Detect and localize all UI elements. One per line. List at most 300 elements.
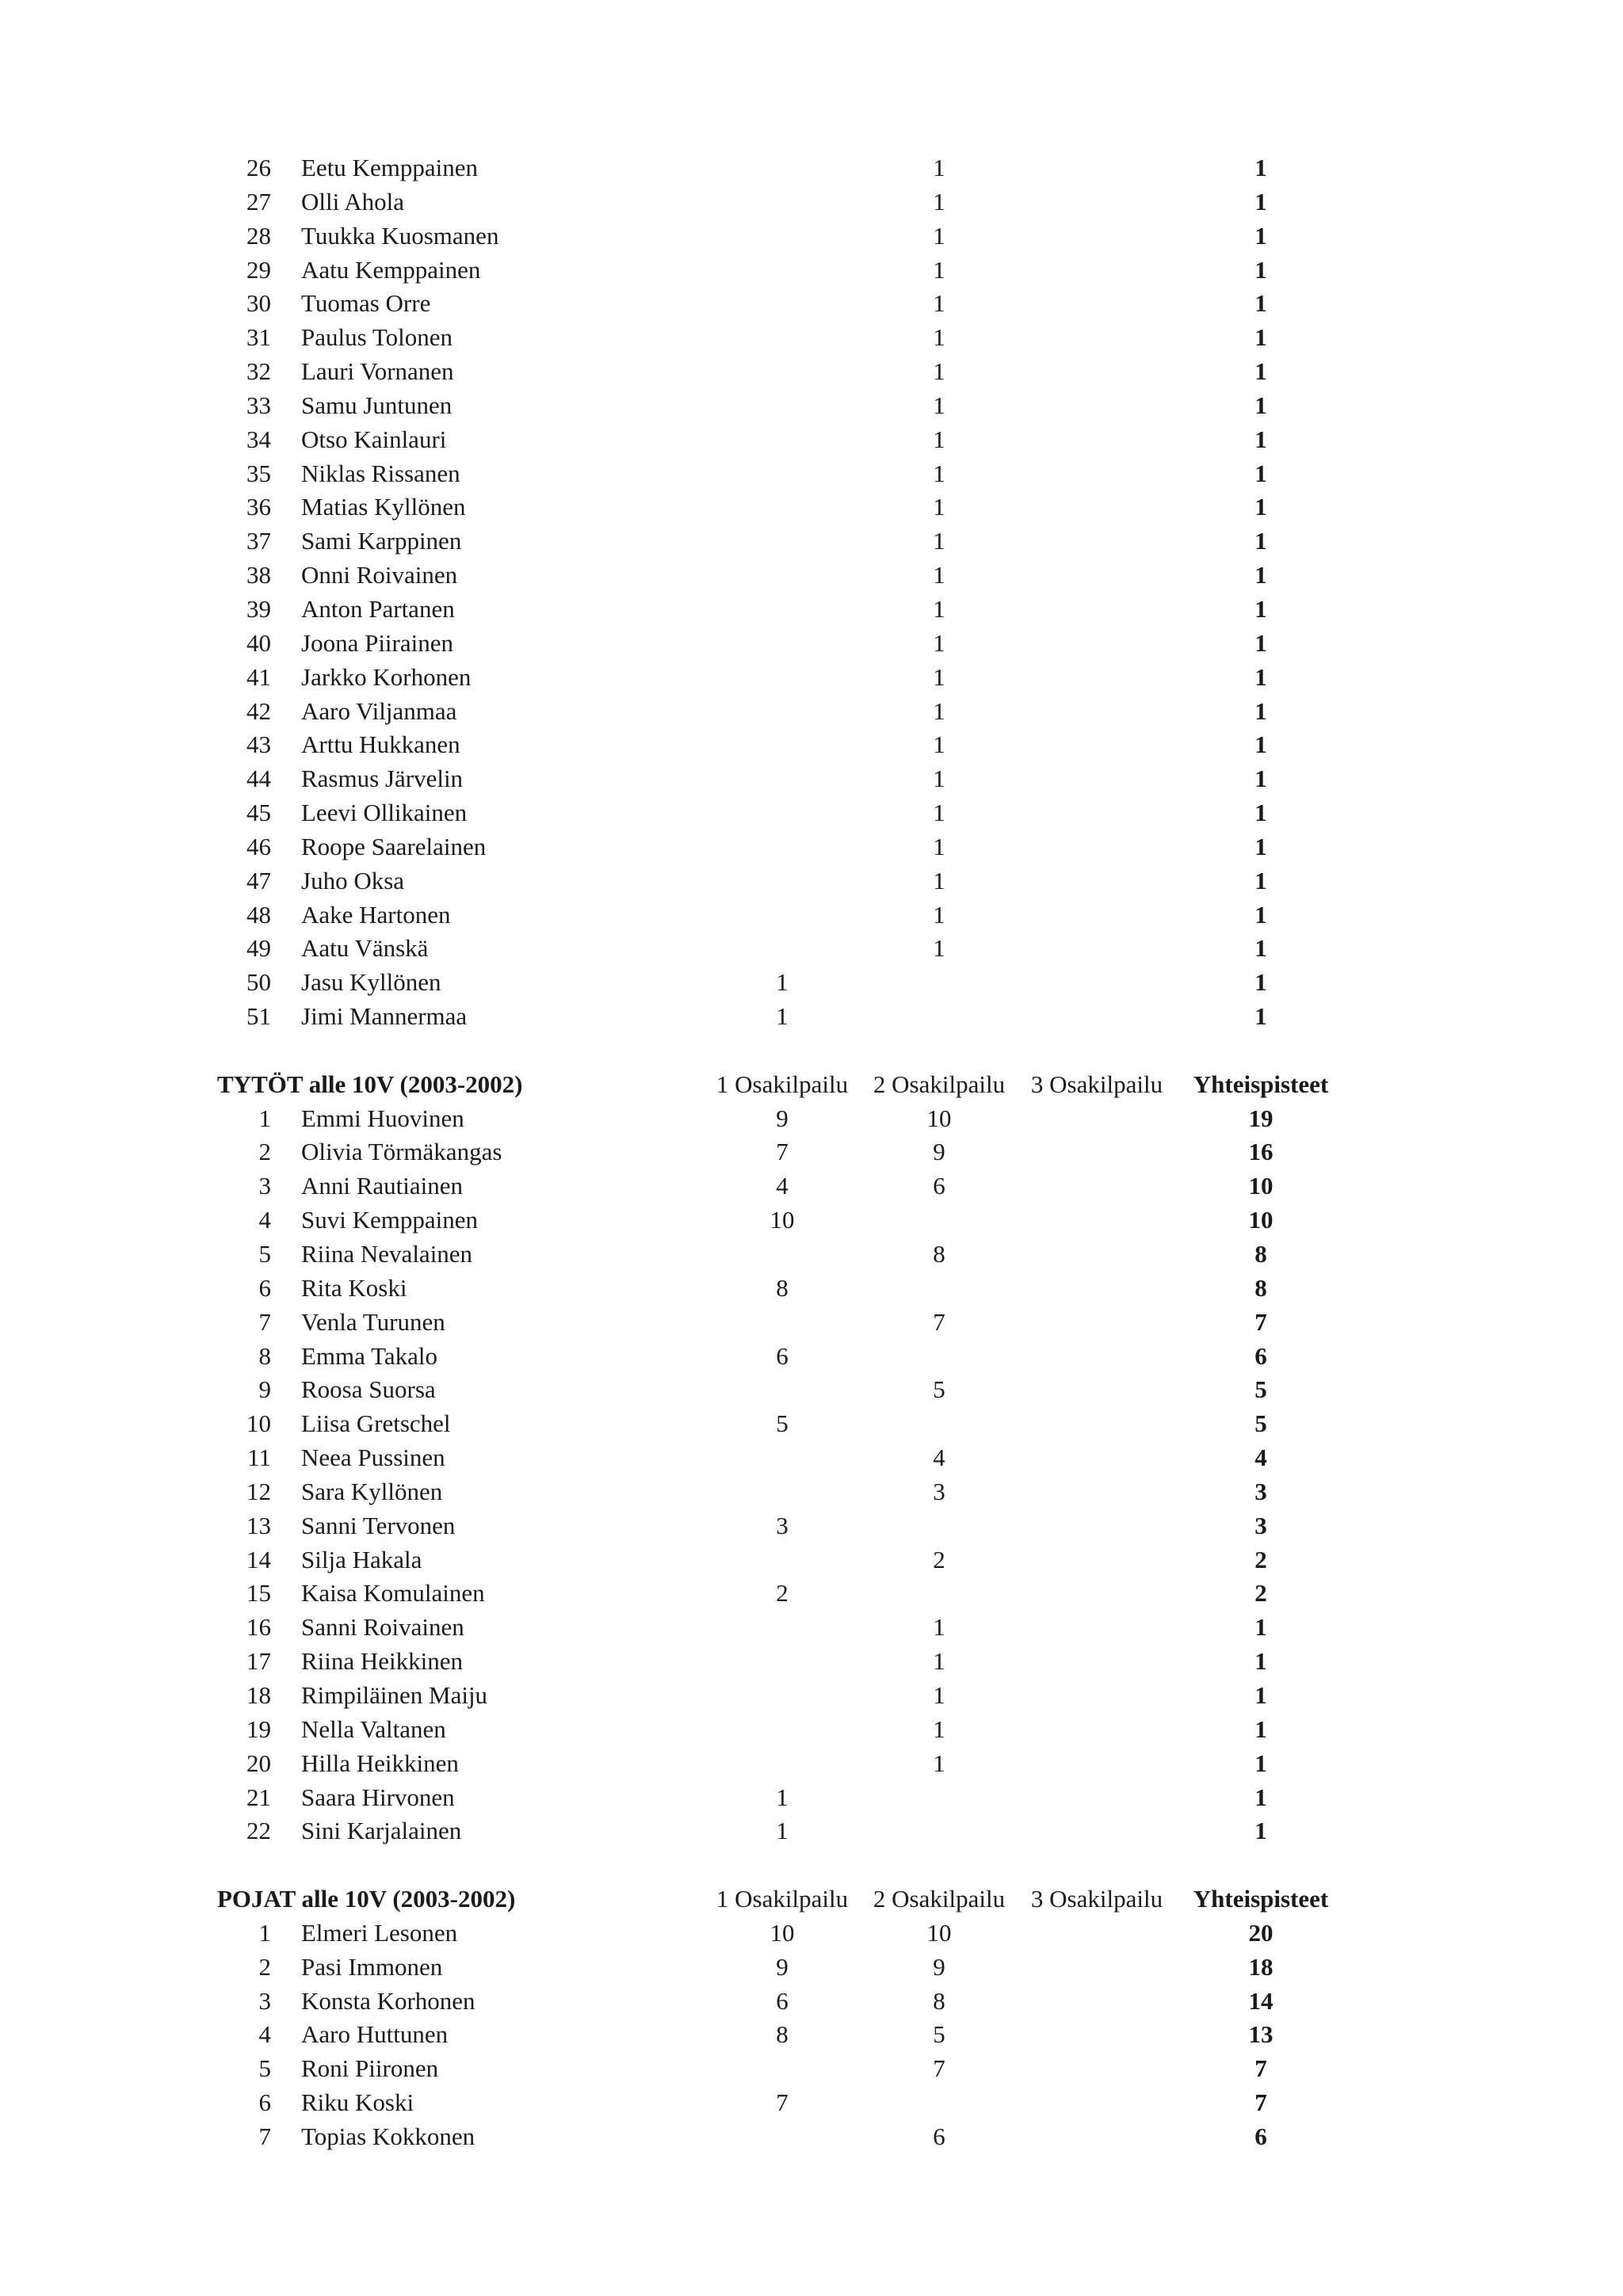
round-2-points: 2 xyxy=(933,1545,945,1573)
competitor-name: Rasmus Järvelin xyxy=(301,765,464,793)
round-2-points: 1 xyxy=(933,934,945,963)
total-points: 1 xyxy=(1254,1613,1267,1642)
table-row xyxy=(0,728,1623,762)
total-points: 1 xyxy=(1254,594,1267,623)
round-2-points: 5 xyxy=(933,1375,945,1404)
competitor-name: Silja Hakala xyxy=(301,1545,422,1573)
competitor-name: Riku Koski xyxy=(301,2088,414,2117)
round-2-points: 1 xyxy=(933,1749,945,1777)
rank-cell: 33 xyxy=(246,391,271,419)
results-section xyxy=(0,1848,1623,2154)
competitor-name: Jarkko Korhonen xyxy=(301,662,472,691)
round-2-points: 1 xyxy=(933,357,945,386)
table-row xyxy=(0,1543,1623,1577)
total-points: 1 xyxy=(1254,934,1267,963)
round-1-points: 10 xyxy=(769,1918,795,1947)
round-2-points: 1 xyxy=(933,221,945,250)
total-points: 1 xyxy=(1254,799,1267,827)
table-row xyxy=(0,559,1623,593)
round-2-points: 3 xyxy=(933,1477,945,1505)
total-points: 1 xyxy=(1254,154,1267,181)
competitor-name: Sanni Tervonen xyxy=(301,1511,456,1539)
table-row xyxy=(0,1000,1623,1034)
round-2-points: 1 xyxy=(933,459,945,487)
table-row xyxy=(0,389,1623,423)
total-points: 1 xyxy=(1254,832,1267,860)
round-1-points: 1 xyxy=(776,1002,789,1031)
column-header-round-3: 3 Osakilpailu xyxy=(1030,1885,1163,1913)
table-row xyxy=(0,830,1623,864)
competitor-name: Suvi Kemppainen xyxy=(301,1206,478,1234)
round-2-points: 1 xyxy=(933,255,945,284)
round-2-points: 1 xyxy=(933,1714,945,1743)
rank-cell: 12 xyxy=(246,1477,271,1505)
total-points: 1 xyxy=(1254,1749,1267,1777)
round-2-points: 1 xyxy=(933,323,945,352)
competitor-name: Riina Heikkinen xyxy=(301,1647,464,1676)
competitor-name: Paulus Tolonen xyxy=(301,323,453,352)
competitor-name: Aaro Viljanmaa xyxy=(301,696,457,725)
competitor-name: Samu Juntunen xyxy=(301,391,453,419)
competitor-name: Roni Piironen xyxy=(301,2054,439,2083)
table-row xyxy=(0,2086,1623,2120)
rank-cell: 1 xyxy=(258,1104,271,1132)
total-points: 10 xyxy=(1248,1172,1274,1200)
competitor-name: Onni Roivainen xyxy=(301,561,458,589)
competitor-name: Juho Oksa xyxy=(301,866,405,894)
rank-cell: 37 xyxy=(246,527,271,555)
total-points: 1 xyxy=(1254,662,1267,691)
rank-cell: 28 xyxy=(246,221,271,250)
rank-cell: 6 xyxy=(258,2088,271,2117)
table-row xyxy=(0,254,1623,288)
rank-cell: 41 xyxy=(246,662,271,691)
rank-cell: 4 xyxy=(258,1206,271,1234)
round-2-points: 8 xyxy=(933,1986,945,2015)
round-2-points: 7 xyxy=(933,1307,945,1336)
total-points: 18 xyxy=(1248,1952,1274,1981)
round-2-points: 6 xyxy=(933,1172,945,1200)
rank-cell: 38 xyxy=(246,561,271,589)
table-row xyxy=(0,1951,1623,1985)
table-row xyxy=(0,1306,1623,1340)
competitor-name: Matias Kyllönen xyxy=(301,493,466,521)
table-row xyxy=(0,423,1623,457)
round-2-points: 9 xyxy=(933,1138,945,1166)
column-header-total: Yhteispisteet xyxy=(1193,1885,1329,1913)
round-2-points: 1 xyxy=(933,696,945,725)
rank-cell: 16 xyxy=(246,1613,271,1642)
round-2-points: 10 xyxy=(926,1104,952,1132)
rank-cell: 15 xyxy=(246,1579,271,1608)
total-points: 1 xyxy=(1254,289,1267,318)
competitor-name: Venla Turunen xyxy=(301,1307,445,1336)
rank-cell: 22 xyxy=(246,1817,271,1845)
competitor-name: Emma Takalo xyxy=(301,1341,438,1370)
round-1-points: 8 xyxy=(776,1273,789,1302)
total-points: 1 xyxy=(1254,1714,1267,1743)
column-header-round-2: 2 Osakilpailu xyxy=(873,1070,1006,1098)
table-row xyxy=(0,932,1623,966)
rank-cell: 35 xyxy=(246,459,271,487)
rank-cell: 19 xyxy=(246,1714,271,1743)
competitor-name: Anton Partanen xyxy=(301,594,455,623)
competitor-name: Emmi Huovinen xyxy=(301,1104,464,1132)
column-header-round-1: 1 Osakilpailu xyxy=(716,1885,849,1913)
rank-cell: 30 xyxy=(246,289,271,318)
total-points: 1 xyxy=(1254,1647,1267,1676)
round-1-points: 9 xyxy=(776,1952,789,1981)
rank-cell: 3 xyxy=(258,1986,271,2015)
table-row xyxy=(0,1985,1623,2019)
table-row xyxy=(0,593,1623,627)
round-2-points: 1 xyxy=(933,628,945,657)
section-header xyxy=(0,1068,1623,1102)
results-page xyxy=(0,151,1623,2154)
competitor-name: Pasi Immonen xyxy=(301,1952,443,1981)
competitor-name: Elmeri Lesonen xyxy=(301,1918,458,1947)
round-1-points: 3 xyxy=(776,1511,789,1539)
table-row xyxy=(0,1340,1623,1374)
table-row xyxy=(0,287,1623,321)
table-row xyxy=(0,1747,1623,1781)
competitor-name: Arttu Hukkanen xyxy=(301,730,460,759)
table-row xyxy=(0,966,1623,1000)
table-row xyxy=(0,1441,1623,1475)
competitor-name: Sini Karjalainen xyxy=(301,1817,462,1845)
competitor-name: Rita Koski xyxy=(301,1273,407,1302)
rank-cell: 5 xyxy=(258,1240,271,1268)
total-points: 1 xyxy=(1254,1817,1267,1845)
round-2-points: 1 xyxy=(933,187,945,215)
table-row xyxy=(0,1238,1623,1272)
round-2-points: 1 xyxy=(933,1613,945,1642)
competitor-name: Aatu Vänskä xyxy=(301,934,429,963)
round-1-points: 5 xyxy=(776,1409,789,1438)
total-points: 13 xyxy=(1248,2020,1274,2049)
round-2-points: 1 xyxy=(933,765,945,793)
competitor-name: Roosa Suorsa xyxy=(301,1375,436,1404)
rank-cell: 2 xyxy=(258,1952,271,1981)
table-row xyxy=(0,1509,1623,1543)
total-points: 1 xyxy=(1254,1783,1267,1811)
round-2-points: 8 xyxy=(933,1240,945,1268)
total-points: 2 xyxy=(1254,1545,1267,1573)
round-1-points: 4 xyxy=(776,1172,789,1200)
table-row xyxy=(0,1169,1623,1203)
competitor-name: Joona Piirainen xyxy=(301,628,453,657)
results-section xyxy=(0,1034,1623,1848)
table-row xyxy=(0,490,1623,524)
competitor-name: Aaro Huttunen xyxy=(301,2020,449,2049)
table-row xyxy=(0,355,1623,389)
table-row xyxy=(0,796,1623,830)
round-2-points: 1 xyxy=(933,425,945,453)
total-points: 1 xyxy=(1254,187,1267,215)
results-section xyxy=(0,151,1623,1034)
round-2-points: 7 xyxy=(933,2054,945,2083)
rank-cell: 46 xyxy=(246,832,271,860)
total-points: 6 xyxy=(1254,2122,1267,2150)
table-row xyxy=(0,151,1623,185)
rank-cell: 45 xyxy=(246,799,271,827)
competitor-name: Sanni Roivainen xyxy=(301,1613,464,1642)
round-1-points: 1 xyxy=(776,1783,789,1811)
section-title: TYTÖT alle 10V (2003-2002) xyxy=(217,1070,523,1098)
total-points: 1 xyxy=(1254,765,1267,793)
total-points: 4 xyxy=(1254,1444,1267,1472)
total-points: 1 xyxy=(1254,255,1267,284)
competitor-name: Aatu Kemppainen xyxy=(301,255,481,284)
competitor-name: Kaisa Komulainen xyxy=(301,1579,485,1608)
total-points: 1 xyxy=(1254,696,1267,725)
table-row xyxy=(0,695,1623,729)
rank-cell: 6 xyxy=(258,1273,271,1302)
round-1-points: 6 xyxy=(776,1341,789,1370)
round-1-points: 1 xyxy=(776,1817,789,1845)
round-2-points: 9 xyxy=(933,1952,945,1981)
table-row xyxy=(0,1407,1623,1441)
round-1-points: 7 xyxy=(776,2088,789,2117)
table-row xyxy=(0,1645,1623,1679)
table-row xyxy=(0,864,1623,898)
competitor-name: Sara Kyllönen xyxy=(301,1477,443,1505)
table-row xyxy=(0,2120,1623,2154)
round-2-points: 4 xyxy=(933,1444,945,1472)
round-1-points: 6 xyxy=(776,1986,789,2015)
round-1-points: 10 xyxy=(769,1206,795,1234)
rank-cell: 34 xyxy=(246,425,271,453)
total-points: 19 xyxy=(1248,1104,1274,1132)
column-header-round-2: 2 Osakilpailu xyxy=(873,1885,1006,1913)
round-2-points: 1 xyxy=(933,561,945,589)
rank-cell: 44 xyxy=(246,765,271,793)
total-points: 1 xyxy=(1254,730,1267,759)
rank-cell: 32 xyxy=(246,357,271,386)
competitor-name: Lauri Vornanen xyxy=(301,357,454,386)
table-row xyxy=(0,1203,1623,1238)
round-1-points: 9 xyxy=(776,1104,789,1132)
column-header-round-1: 1 Osakilpailu xyxy=(716,1070,849,1098)
total-points: 1 xyxy=(1254,221,1267,250)
table-row xyxy=(0,898,1623,933)
rank-cell: 40 xyxy=(246,628,271,657)
total-points: 1 xyxy=(1254,425,1267,453)
round-2-points: 1 xyxy=(933,730,945,759)
competitor-name: Leevi Ollikainen xyxy=(301,799,468,827)
round-2-points: 1 xyxy=(933,594,945,623)
column-header-round-3: 3 Osakilpailu xyxy=(1030,1070,1163,1098)
total-points: 1 xyxy=(1254,1680,1267,1709)
rank-cell: 47 xyxy=(246,866,271,894)
rank-cell: 5 xyxy=(258,2054,271,2083)
competitor-name: Tuukka Kuosmanen xyxy=(301,221,499,250)
rank-cell: 7 xyxy=(258,1307,271,1336)
table-row xyxy=(0,1577,1623,1611)
rank-cell: 10 xyxy=(246,1409,271,1438)
rank-cell: 50 xyxy=(246,968,271,997)
table-row xyxy=(0,185,1623,219)
table-row xyxy=(0,1781,1623,1815)
round-1-points: 2 xyxy=(776,1579,789,1608)
round-1-points: 8 xyxy=(776,2020,789,2049)
competitor-name: Eetu Kemppainen xyxy=(301,154,478,181)
round-2-points: 1 xyxy=(933,154,945,181)
total-points: 3 xyxy=(1254,1511,1267,1539)
rank-cell: 43 xyxy=(246,730,271,759)
round-1-points: 1 xyxy=(776,968,789,997)
table-row xyxy=(0,1272,1623,1306)
total-points: 8 xyxy=(1254,1240,1267,1268)
round-2-points: 1 xyxy=(933,1647,945,1676)
total-points: 1 xyxy=(1254,493,1267,521)
rank-cell: 11 xyxy=(247,1444,271,1472)
rank-cell: 51 xyxy=(246,1002,271,1031)
total-points: 7 xyxy=(1254,2054,1267,2083)
round-2-points: 1 xyxy=(933,289,945,318)
total-points: 1 xyxy=(1254,527,1267,555)
competitor-name: Konsta Korhonen xyxy=(301,1986,475,2015)
rank-cell: 27 xyxy=(246,187,271,215)
competitor-name: Liisa Gretschel xyxy=(301,1409,451,1438)
section-header xyxy=(0,1882,1623,1917)
column-header-total: Yhteispisteet xyxy=(1193,1070,1329,1098)
table-row xyxy=(0,1611,1623,1645)
round-2-points: 1 xyxy=(933,799,945,827)
total-points: 1 xyxy=(1254,459,1267,487)
competitor-name: Anni Rautiainen xyxy=(301,1172,464,1200)
table-row xyxy=(0,627,1623,661)
table-row xyxy=(0,524,1623,559)
round-2-points: 1 xyxy=(933,662,945,691)
section-spacer xyxy=(0,1848,1623,1882)
table-row xyxy=(0,1679,1623,1713)
total-points: 1 xyxy=(1254,866,1267,894)
competitor-name: Olivia Törmäkangas xyxy=(301,1138,502,1166)
rank-cell: 31 xyxy=(246,323,271,352)
rank-cell: 8 xyxy=(258,1341,271,1370)
total-points: 14 xyxy=(1248,1986,1274,2015)
rank-cell: 49 xyxy=(246,934,271,963)
total-points: 8 xyxy=(1254,1273,1267,1302)
round-2-points: 10 xyxy=(926,1918,952,1947)
round-2-points: 1 xyxy=(933,391,945,419)
table-row xyxy=(0,1373,1623,1407)
table-row xyxy=(0,2052,1623,2086)
rank-cell: 39 xyxy=(246,594,271,623)
competitor-name: Topias Kokkonen xyxy=(301,2122,475,2150)
table-row xyxy=(0,661,1623,695)
total-points: 16 xyxy=(1248,1138,1274,1166)
table-row xyxy=(0,457,1623,491)
rank-cell: 9 xyxy=(258,1375,271,1404)
total-points: 7 xyxy=(1254,1307,1267,1336)
total-points: 1 xyxy=(1254,323,1267,352)
rank-cell: 1 xyxy=(258,1918,271,1947)
table-row xyxy=(0,1102,1623,1136)
table-row xyxy=(0,1814,1623,1848)
total-points: 20 xyxy=(1248,1918,1274,1947)
table-row xyxy=(0,2018,1623,2052)
total-points: 3 xyxy=(1254,1477,1267,1505)
rank-cell: 48 xyxy=(246,900,271,929)
rank-cell: 36 xyxy=(246,493,271,521)
competitor-name: Nella Valtanen xyxy=(301,1714,446,1743)
rank-cell: 42 xyxy=(246,696,271,725)
total-points: 1 xyxy=(1254,357,1267,386)
total-points: 5 xyxy=(1254,1375,1267,1404)
total-points: 1 xyxy=(1254,391,1267,419)
total-points: 1 xyxy=(1254,900,1267,929)
round-2-points: 1 xyxy=(933,832,945,860)
table-row xyxy=(0,1917,1623,1951)
table-row xyxy=(0,321,1623,355)
rank-cell: 14 xyxy=(246,1545,271,1573)
competitor-name: Riina Nevalainen xyxy=(301,1240,473,1268)
competitor-name: Jasu Kyllönen xyxy=(301,968,441,997)
total-points: 6 xyxy=(1254,1341,1267,1370)
rank-cell: 7 xyxy=(258,2122,271,2150)
total-points: 7 xyxy=(1254,2088,1267,2117)
competitor-name: Hilla Heikkinen xyxy=(301,1749,459,1777)
rank-cell: 13 xyxy=(246,1511,271,1539)
table-row xyxy=(0,1713,1623,1747)
round-2-points: 1 xyxy=(933,493,945,521)
rank-cell: 21 xyxy=(246,1783,271,1811)
competitor-name: Olli Ahola xyxy=(301,187,405,215)
round-2-points: 1 xyxy=(933,527,945,555)
total-points: 1 xyxy=(1254,968,1267,997)
competitor-name: Roope Saarelainen xyxy=(301,832,487,860)
section-spacer xyxy=(0,1034,1623,1068)
round-2-points: 1 xyxy=(933,866,945,894)
competitor-name: Sami Karppinen xyxy=(301,527,462,555)
total-points: 1 xyxy=(1254,628,1267,657)
competitor-name: Neea Pussinen xyxy=(301,1444,445,1472)
competitor-name: Rimpiläinen Maiju xyxy=(301,1680,488,1709)
round-1-points: 7 xyxy=(776,1138,789,1166)
section-title: POJAT alle 10V (2003-2002) xyxy=(217,1885,516,1913)
competitor-name: Niklas Rissanen xyxy=(301,459,460,487)
table-row xyxy=(0,1475,1623,1509)
rank-cell: 29 xyxy=(246,255,271,284)
rank-cell: 20 xyxy=(246,1749,271,1777)
table-row xyxy=(0,1135,1623,1169)
rank-cell: 26 xyxy=(246,154,271,181)
total-points: 1 xyxy=(1254,561,1267,589)
rank-cell: 17 xyxy=(246,1647,271,1676)
round-2-points: 1 xyxy=(933,900,945,929)
total-points: 10 xyxy=(1248,1206,1274,1234)
round-2-points: 5 xyxy=(933,2020,945,2049)
rank-cell: 2 xyxy=(258,1138,271,1166)
table-row xyxy=(0,762,1623,796)
total-points: 1 xyxy=(1254,1002,1267,1031)
competitor-name: Otso Kainlauri xyxy=(301,425,447,453)
competitor-name: Saara Hirvonen xyxy=(301,1783,455,1811)
rank-cell: 18 xyxy=(246,1680,271,1709)
competitor-name: Aake Hartonen xyxy=(301,900,451,929)
table-row xyxy=(0,219,1623,254)
rank-cell: 3 xyxy=(258,1172,271,1200)
round-2-points: 6 xyxy=(933,2122,945,2150)
total-points: 2 xyxy=(1254,1579,1267,1608)
rank-cell: 4 xyxy=(258,2020,271,2049)
total-points: 5 xyxy=(1254,1409,1267,1438)
competitor-name: Tuomas Orre xyxy=(301,289,431,318)
round-2-points: 1 xyxy=(933,1680,945,1709)
competitor-name: Jimi Mannermaa xyxy=(301,1002,468,1031)
